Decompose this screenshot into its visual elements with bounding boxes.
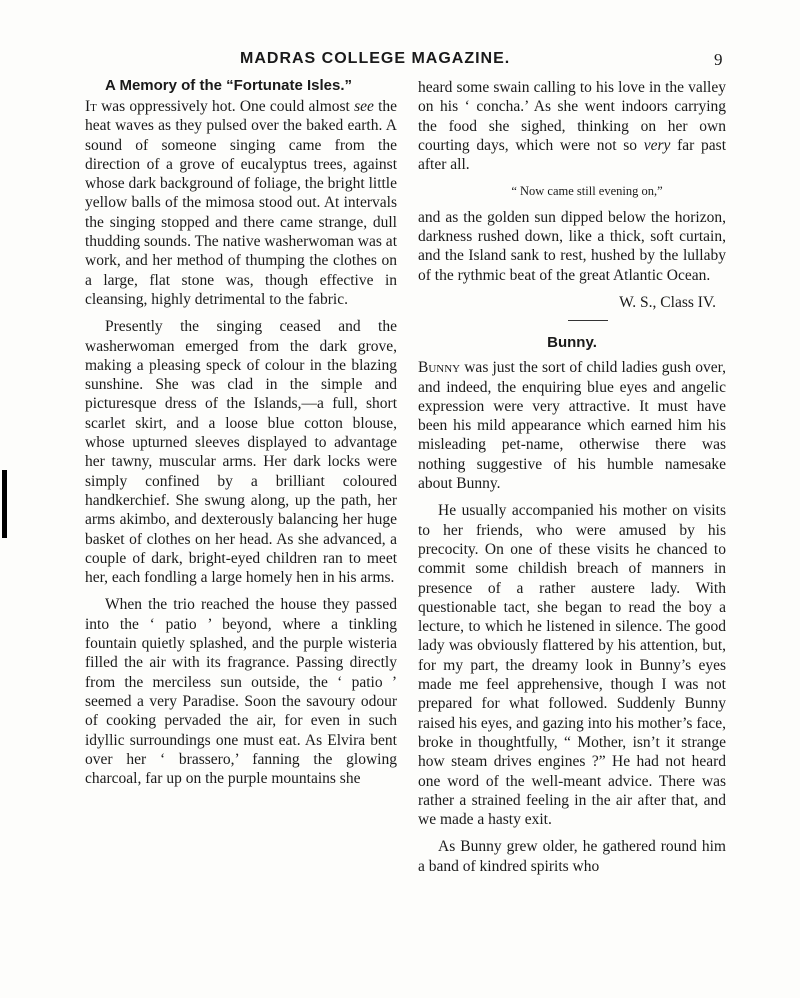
emphasis-text: very [643,136,671,154]
bunny-paragraph-1 [418,358,726,493]
magazine-title: MADRAS COLLEGE MAGAZINE. [240,50,511,67]
emphasis-text: see [354,98,374,115]
paragraph-2: Presently the singing ceased and the washerwoman emerged from the dark grove, making a pleasing speck of colour in the blazing sunshine. She was clad in the simple and picturesque dress of the Islands,—a full, short scarlet skirt, and a loose blue cotton blouse, whose upturned sleeves displayed to advantage her tawny, muscular arms. Her dark locks were simply confined by a brilliant coloured handkerchief. She swung along, up the path, her arms akimbo, and dexterously balancing her huge basket of clothes on her head. As she advanced, a couple of dark, bright-eyed children ran to meet her, each fondling a large homely hen in his arms. [85,318,397,587]
quotation-line: “ Now came still evening on,” [511,184,663,199]
paragraph-text: far past after all. [418,136,726,174]
page-number: 9 [714,50,723,69]
left-column [85,76,397,796]
paragraph-closing: and as the golden sun dipped below the horizon, darkness rushed down, like a thick, soft curtain, and the Island sank to rest, hushed by the lullaby of the rythmic beat of the great Atlantic Ocean. [418,208,726,284]
paragraph-text: heard some swain calling to his love in the valley on his ‘ concha.’ As she went indoors carrying the food she sighed, thinking on her own courting days, which were not so [418,79,726,154]
paragraph-3: When the trio reached the house they passed into the ‘ patio ’ beyond, where a tinkling fountain quietly splashed, and the purple wisteria filled the air with its fragrance. Passing directly from the merciless sun outside, the ‘ patio ’ seemed a very Paradise. Soon the savoury odour of cooking pervaded the air, for even in such idyllic surroundings one must eat. As Elvira bent over her ‘ brassero,’ fanning the glowing charcoal, far up on the purple mountains she [85,596,397,788]
author-signature: W. S., Class IV. [619,293,716,311]
scan-edge-mark [2,470,7,538]
section-divider [568,320,608,321]
article-title-bunny: Bunny. [547,334,597,352]
article-title-fortunate-isles: A Memory of the “Fortunate Isles.” [105,77,352,94]
page-header [0,50,800,74]
paragraph-1 [85,97,397,309]
paragraph-continued [418,78,726,174]
paragraph-lead: It [85,98,97,115]
paragraph-lead: Bunny [418,359,461,377]
bunny-paragraph-3: As Bunny grew older, he gathered round him a band of kindred spirits who [418,838,726,875]
paragraph-text: was just the sort of child ladies gush over, and indeed, the enquiring blue eyes and angelic expression were very attractive. It must have been his mild appearance which earned him his misleading pet-name, otherwise there was nothing suggestive of his humble namesake about Bunny. [418,359,726,493]
paragraph-text: the heat waves as they pulsed over the baked earth. A sound of someone singing came from the direction of a grove of eucalyptus trees, against whose dark background of foliage, the bright little yellow balls of the mimosa stood out. At intervals the singing stopped and there came strange, dull thudding sounds. The native washerwoman was at work, and her method of thumping the clothes on a large, flat stone was, though effective in cleansing, highly detrimental to the fabric. [85,98,398,308]
paragraph-text: was oppressively hot. One could almost [96,98,355,115]
bunny-paragraph-2: He usually accompanied his mother on visits to her friends, who were amused by his precocity. On one of these visits he chanced to commit some childish breach of manners in presence of a rather austere lady. With questionable tact, she began to read the boy a lecture, to which he listened in silence. The good lady was obviously flattered by his attention, but, for my part, the dreamy look in Bunny’s eyes made me feel apprehensive, though I was not prepared for what followed. Suddenly Bunny raised his eyes, and gazing into his mother’s face, broke in thoughtfully, “ Mother, isn’t it strange how steam drives engines ?” He had not heard one word of the well-meant advice. There was rather a strained feeling in the air after that, and we made a hasty exit. [418,502,726,829]
right-column [418,78,726,884]
